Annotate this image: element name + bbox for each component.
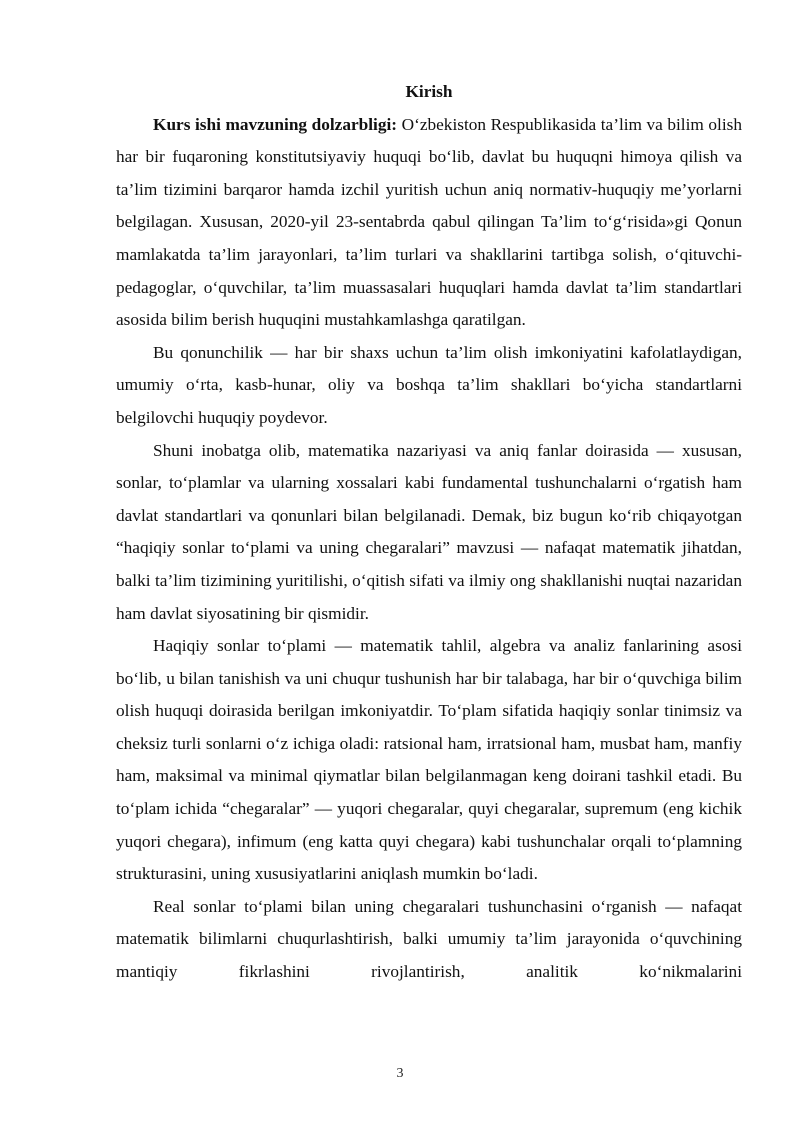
paragraph: Haqiqiy sonlar to‘plami — matematik tahlil, algebra va analiz fanlarining asosi bo‘lib, u bilan tanishish va uni chuqur tushunish har bir talabaga, har bir o‘quvchiga bilim olish huquqi doirasida berilgan imkoniyatdir. To‘plam sifatida haqiqiy sonlar tinimsiz va cheksiz turli sonlarni o‘z ichiga oladi: ratsional ham, irratsional ham, musbat ham, manfiy ham, maksimal va minimal qiymatlar bilan belgilanmagan keng doirani tashkil etadi. Bu to‘plam ichida “chegaralar” — yuqori chegaralar, quyi chegaralar, supremum (eng kichik yuqori chegara), infimum (eng katta quyi chegara) kabi tushunchalar orqali to‘plamning strukturasini, uning xususiyatlarini aniqlash mumkin bo‘ladi. [116,636,742,884]
paragraph-text: O‘zbekiston Respublikasida ta’lim va bilim olish har bir fuqaroning konstitutsiyaviy huquqi bo‘lib, davlat bu huquqni himoya qilish va ta’lim tizimini barqaror hamda izchil yuritish uchun aniq normativ-huquqiy me’yorlarni belgilagan. Xususan, 2020-yil 23-sentabrda qabul qilingan Ta’lim to‘g‘risida»gi Qonun mamlakatda ta’lim jarayonlari, ta’lim turlari va shakllarini tartibga solish, o‘qituvchi-pedagoglar, o‘quvchilar, ta’lim muassasalari huquqlari hamda davlat ta’lim standartlari asosida bilim berish huquqini mustahkamlashga qaratilgan. [116,114,742,330]
page-number: 3 [396,1066,404,1081]
paragraph: Shuni inobatga olib, matematika nazariyasi va aniq fanlar doirasida — xususan, sonlar, to‘plamlar va ularning xossalari kabi fundamental tushunchalarni o‘rgatish ham davlat standartlari va qonunlari bilan belgilanadi. Demak, biz bugun ko‘rib chiqayotgan “haqiqiy sonlar to‘plami va uning chegaralari” mavzusi — nafaqat matematik jihatdan, balki ta’lim tizimining yuritilishi, o‘qitish sifati va ilmiy ong shakllanishi nuqtai nazaridan ham davlat siyosatining bir qismidir. [116,440,742,623]
paragraph-relevance [116,109,742,337]
paragraph-lead: Kurs ishi mavzuning dolzarbligi: [153,114,398,134]
document-page [116,76,742,989]
page-title: Kirish [405,82,453,101]
paragraph: Bu qonunchilik — har bir shaxs uchun ta’lim olish imkoniyatini kafolatlaydigan, umumiy o‘rta, kasb-hunar, oliy va boshqa ta’lim shakllari bo‘yicha standartlarni belgilovchi huquqiy poydevor. [116,342,742,427]
paragraph: Real sonlar to‘plami bilan uning chegaralari tushunchasini o‘rganish — nafaqat matematik bilimlarni chuqurlashtirish, balki umumiy ta’lim jarayonida o‘quvchining mantiqiy fikrlashini rivojlantirish, analitik ko‘nikmalarini [116,896,742,982]
